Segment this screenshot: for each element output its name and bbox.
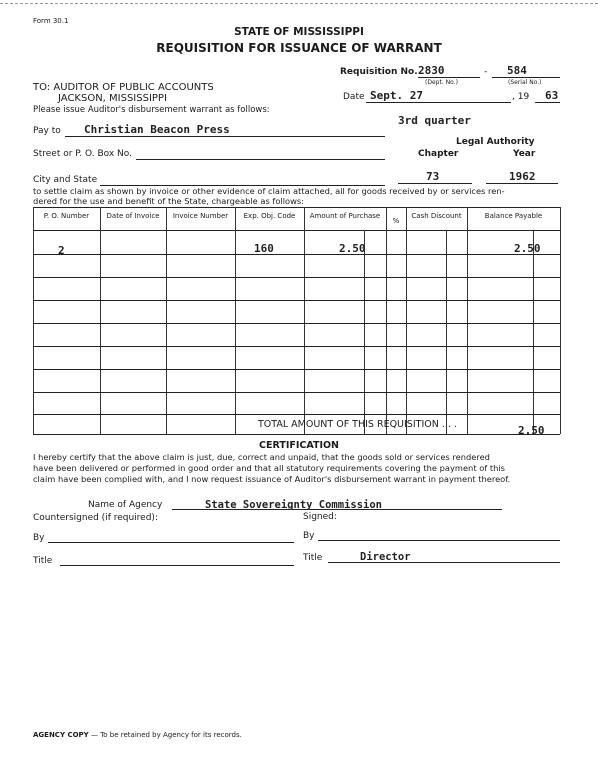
by-left-line <box>48 542 294 543</box>
agency-name-label: Name of Agency <box>88 500 163 510</box>
header-date-of-invoice: Date of Invoice <box>106 212 160 220</box>
authority-year-line <box>486 183 558 184</box>
header-po-number: P. O. Number <box>43 212 90 220</box>
certification-line-1: I hereby certify that the above claim is just, due, correct and unpaid, that the goods sold or services rendered <box>33 452 490 462</box>
street-line <box>136 159 385 160</box>
serial-no-line <box>492 77 560 78</box>
title-left-line <box>60 565 294 566</box>
certification-line-3: claim have been complied with, and I now request issuance of Auditor's disbursement warrant in payment thereof. <box>33 474 511 484</box>
by-left-label: By <box>33 533 45 543</box>
to-line: TO: AUDITOR OF PUBLIC ACCOUNTS <box>33 82 214 93</box>
year-prefix: , 19 <box>512 92 530 102</box>
pay-to-label: Pay to <box>33 126 61 136</box>
date-value: Sept. 27 <box>370 89 423 102</box>
requisition-label: Requisition No. <box>340 67 418 77</box>
title-left-label: Title <box>33 556 53 566</box>
by-right-line <box>318 540 560 541</box>
year-label: Year <box>513 149 536 159</box>
quarter-note: 3rd quarter <box>398 114 471 127</box>
year-value: 63 <box>545 89 559 102</box>
title-right-label: Title <box>303 553 323 563</box>
certification-line-2: have been delivered or performed in good order and that all statutory requirements covering the payment of this <box>33 463 505 473</box>
footer-retention-text: — To be retained by Agency for its records. <box>90 731 242 739</box>
dept-no-value: 2830 <box>418 64 445 77</box>
row1-balance: 2.50 <box>514 242 541 255</box>
header-amount-of-purchase: Amount of Purchase <box>309 212 381 220</box>
header-exp-obj-code: Exp. Obj. Code <box>243 212 296 220</box>
settle-text-2: dered for the use and benefit of the State, chargeable as follows: <box>33 196 305 206</box>
state-heading: STATE OF MISSISSIPPI <box>234 26 364 38</box>
total-label: TOTAL AMOUNT OF THIS REQUISITION . . . <box>258 419 457 430</box>
chapter-label: Chapter <box>418 149 459 159</box>
title-right-value: Director <box>360 551 411 563</box>
chapter-line <box>398 183 472 184</box>
authority-year-value: 1962 <box>509 170 536 183</box>
footer-agency-copy: AGENCY COPY <box>33 731 89 739</box>
pay-to-line <box>65 136 385 137</box>
dash: - <box>484 67 488 77</box>
pay-to-value: Christian Beacon Press <box>84 123 230 136</box>
serial-no-value: 584 <box>507 64 527 77</box>
header-cash-discount: Cash Discount <box>411 212 462 220</box>
instruction: Please issue Auditor's disbursement warrant as follows: <box>33 105 270 115</box>
certification-heading: CERTIFICATION <box>258 440 340 451</box>
street-label: Street or P. O. Box No. <box>33 149 132 159</box>
top-perforation <box>0 3 598 4</box>
legal-authority-heading: Legal Authority <box>456 137 535 147</box>
city-state-label: City and State <box>33 175 98 185</box>
row1-amount: 2.50 <box>339 242 366 255</box>
form-title: REQUISITION FOR ISSUANCE OF WARRANT <box>156 41 442 55</box>
countersigned-label: Countersigned (if required): <box>33 513 158 523</box>
settle-text-1: to settle claim as shown by invoice or other evidence of claim attached, all for goods received by or services ren- <box>33 186 505 196</box>
header-invoice-number: Invoice Number <box>172 212 229 220</box>
year-line <box>535 102 560 103</box>
date-label: Date <box>343 92 365 102</box>
header-percent: % <box>392 217 400 225</box>
footer-note <box>33 731 242 739</box>
date-line <box>366 102 511 103</box>
dept-no-caption: (Dept. No.) <box>425 79 458 86</box>
chapter-value: 73 <box>426 170 440 183</box>
dept-no-line <box>418 77 480 78</box>
serial-no-caption: (Serial No.) <box>508 79 542 86</box>
row1-po-number: 2 <box>58 244 65 257</box>
signed-label: Signed: <box>303 512 337 522</box>
header-balance-payable: Balance Payable <box>484 212 543 220</box>
row1-exp-obj-code: 160 <box>254 242 274 255</box>
form-number: Form 30.1 <box>33 17 69 25</box>
city-line: JACKSON, MISSISSIPPI <box>58 93 167 104</box>
agency-name-value: State Sovereignty Commission <box>205 499 383 511</box>
by-right-label: By <box>303 531 315 541</box>
total-value: 2.50 <box>518 424 545 437</box>
